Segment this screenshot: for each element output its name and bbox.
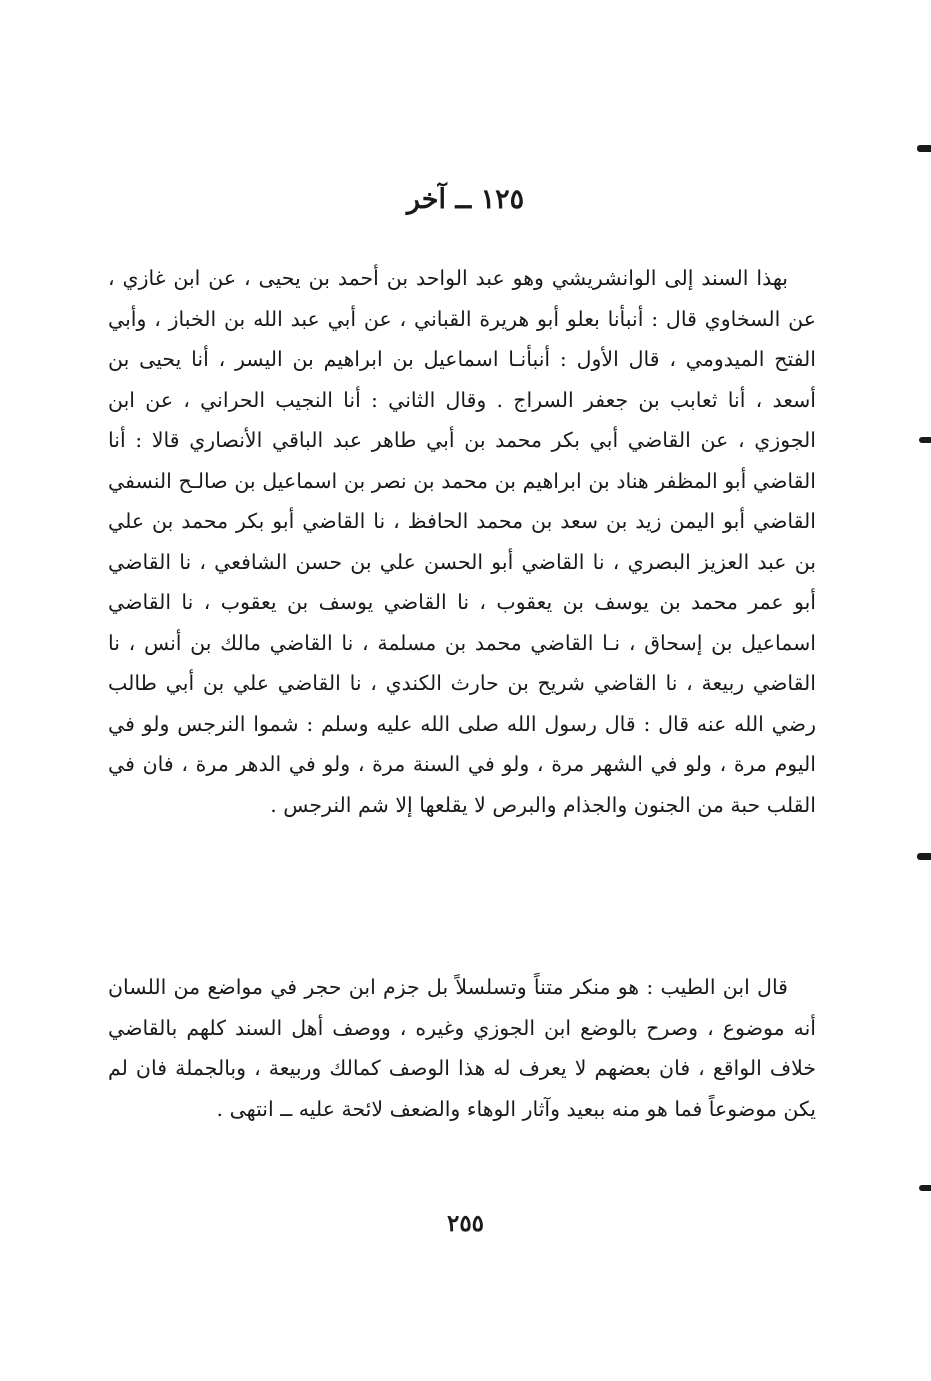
- section-heading: ١٢٥ ــ آخر: [406, 184, 525, 215]
- margin-mark: [917, 853, 931, 860]
- margin-mark: [919, 437, 931, 443]
- page-number: ٢٥٥: [446, 1210, 485, 1237]
- paragraph-text: قال ابن الطيب : هو منكر متناً وتسلسلاً بل جزم ابن حجر في مواضع من اللسان أنه موضوع ، وصرح بالوضع ابن الجوزي وغيره ، ووصف أهل السند كلهم بالقاضي خلاف الواقع ، فان بعضهم لا يعرف له هذا الوصف كمالك وربيعة ، وبالجملة فان لم يكن موضوعاً فما هو منه ببعيد وآثار الوهاء والضعف لائحة عليه ــ انتهى .: [108, 975, 816, 1121]
- paragraph-commentary: [108, 967, 816, 1129]
- margin-mark: [917, 145, 931, 152]
- paragraph-text: بهذا السند إلى الوانشريشي وهو عبد الواحد بن أحمد بن يحيى ، عن ابن غازي ، عن السخاوي قال : أنبأنا بعلو أبو هريرة القباني ، عن أبي عبد الله بن الخباز ، وأبي الفتح الميدومي ، قال الأول : أنبأنـا اسماعيل بن ابراهيم بن اليسر ، أنا يحيى بن أسعد ، أنا ثعابب بن جعفر السراج . وقال الثاني : أنا النجيب الحراني ، عن ابن الجوزي ، عن القاضي أبي بكر محمد بن أبي طاهر عبد الباقي الأنصاري قالا : أنا القاضي أبو المظفر هناد بن ابراهيم بن محمد بن نصر بن اسماعيل بن صالـح النسفي القاضي أبو اليمن زيد بن سعد بن محمد الحافظ ، نا القاضي أبو بكر محمد بن علي بن عبد العزيز البصري ، نا القاضي أبو الحسن علي بن حسن الشافعي ، نا القاضي أبو عمر محمد بن يوسف بن يعقوب ، نا القاضي يوسف بن يعقوب ، نا القاضي اسماعيل بن إسحاق ، نـا القاضي محمد بن مسلمة ، نا القاضي مالك بن أنس ، نا القاضي ربيعة ، نا القاضي شريح بن حارث الكندي ، نا القاضي علي بن أبي طالب رضي الله عنه قال : قال رسول الله صلى الله عليه وسلم : شموا النرجس ولو في اليوم مرة ، ولو في الشهر مرة ، ولو في السنة مرة ، ولو في الدهر مرة ، فان في القلب حبة من الجنون والجذام والبرص لا يقلعها إلا شم النرجس .: [108, 266, 816, 817]
- margin-mark: [919, 1185, 931, 1191]
- paragraph-isnad: [108, 258, 816, 825]
